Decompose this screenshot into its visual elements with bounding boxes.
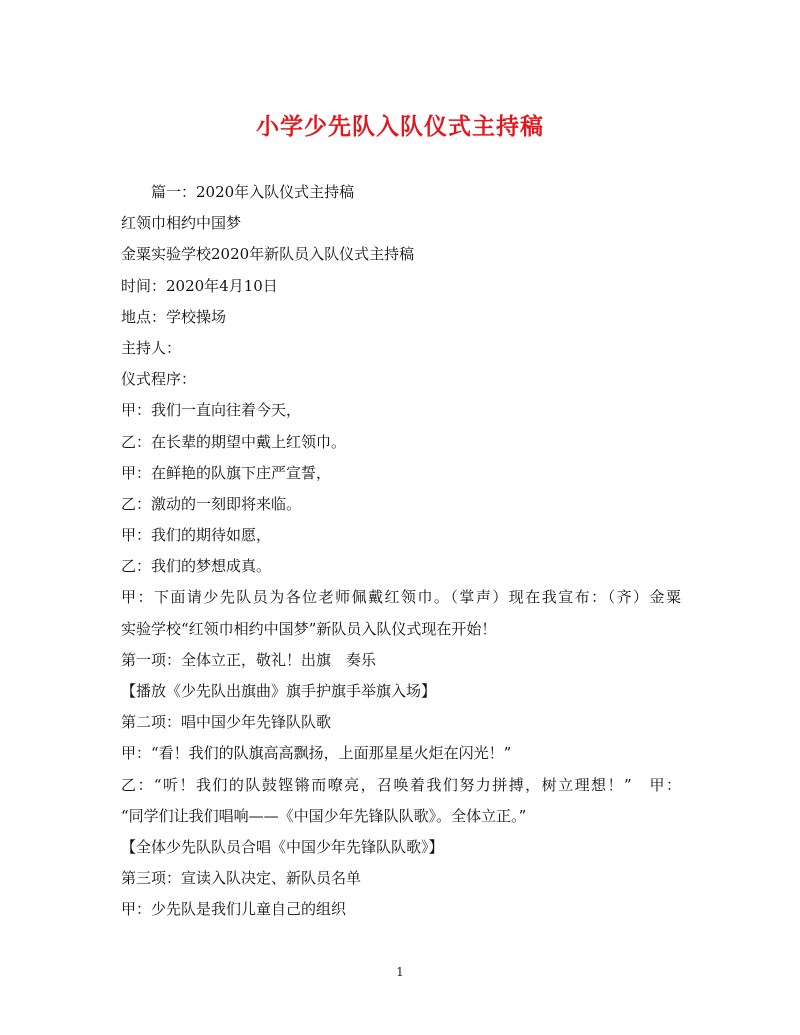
- stage-direction-line: 【播放《少先队出旗曲》旗手护旗手举旗入场】: [121, 682, 437, 700]
- program-step-line: 第二项：唱中国少年先锋队队歌: [121, 713, 332, 732]
- dialogue-line: 甲：下面请少先队员为各位老师佩戴红领巾。（掌声）现在我宣布：（齐）金粟: [121, 588, 681, 607]
- location-line: 地点：学校操场: [121, 307, 227, 326]
- host-line: 主持人：: [121, 338, 182, 357]
- stage-direction-line: 【全体少先队队员合唱《中国少年先锋队队歌》】: [121, 837, 444, 856]
- document-body: [121, 177, 681, 926]
- dialogue-line: 甲：少先队是我们儿童自己的组织: [121, 900, 347, 919]
- time-line: 时间：2020年4月10日: [121, 276, 278, 295]
- script-name-line: 金粟实验学校2020年新队员入队仪式主持稿: [121, 245, 415, 264]
- program-step-line: 第三项：宣读入队决定、新队员名单: [121, 869, 362, 888]
- document-title: 小学少先队入队仪式主持稿: [256, 113, 544, 140]
- program-step-line: 第一项：全体立正，敬礼！出旗 奏乐: [121, 650, 377, 669]
- dialogue-line: 甲：在鲜艳的队旗下庄严宣誓，: [121, 463, 332, 482]
- dialogue-continuation-line: 实验学校“红领巾相约中国梦”新队员入队仪式现在开始！: [121, 619, 497, 638]
- dialogue-line: 乙：激动的一刻即将来临。: [121, 494, 302, 513]
- theme-line: 红领巾相约中国梦: [121, 214, 242, 233]
- section-heading-line: 篇一：2020年入队仪式主持稿: [151, 183, 355, 201]
- dialogue-line: 乙：“听！我们的队鼓铿锵而嘹亮，召唤着我们努力拼搏，树立理想！” 甲：: [121, 775, 681, 794]
- dialogue-continuation-line: “同学们让我们唱响——《中国少年先锋队队歌》。全体立正。”: [121, 806, 527, 825]
- program-heading-line: 仪式程序：: [121, 370, 197, 389]
- dialogue-line: 甲：我们一直向往着今天，: [121, 401, 302, 420]
- dialogue-line: 甲：“看！我们的队旗高高飘扬，上面那星星火炬在闪光！”: [121, 744, 512, 763]
- dialogue-line: 乙：我们的梦想成真。: [121, 557, 272, 576]
- dialogue-line: 乙：在长辈的期望中戴上红领巾。: [121, 432, 347, 451]
- dialogue-line: 甲：我们的期待如愿，: [121, 526, 272, 545]
- page-number: 1: [396, 965, 404, 979]
